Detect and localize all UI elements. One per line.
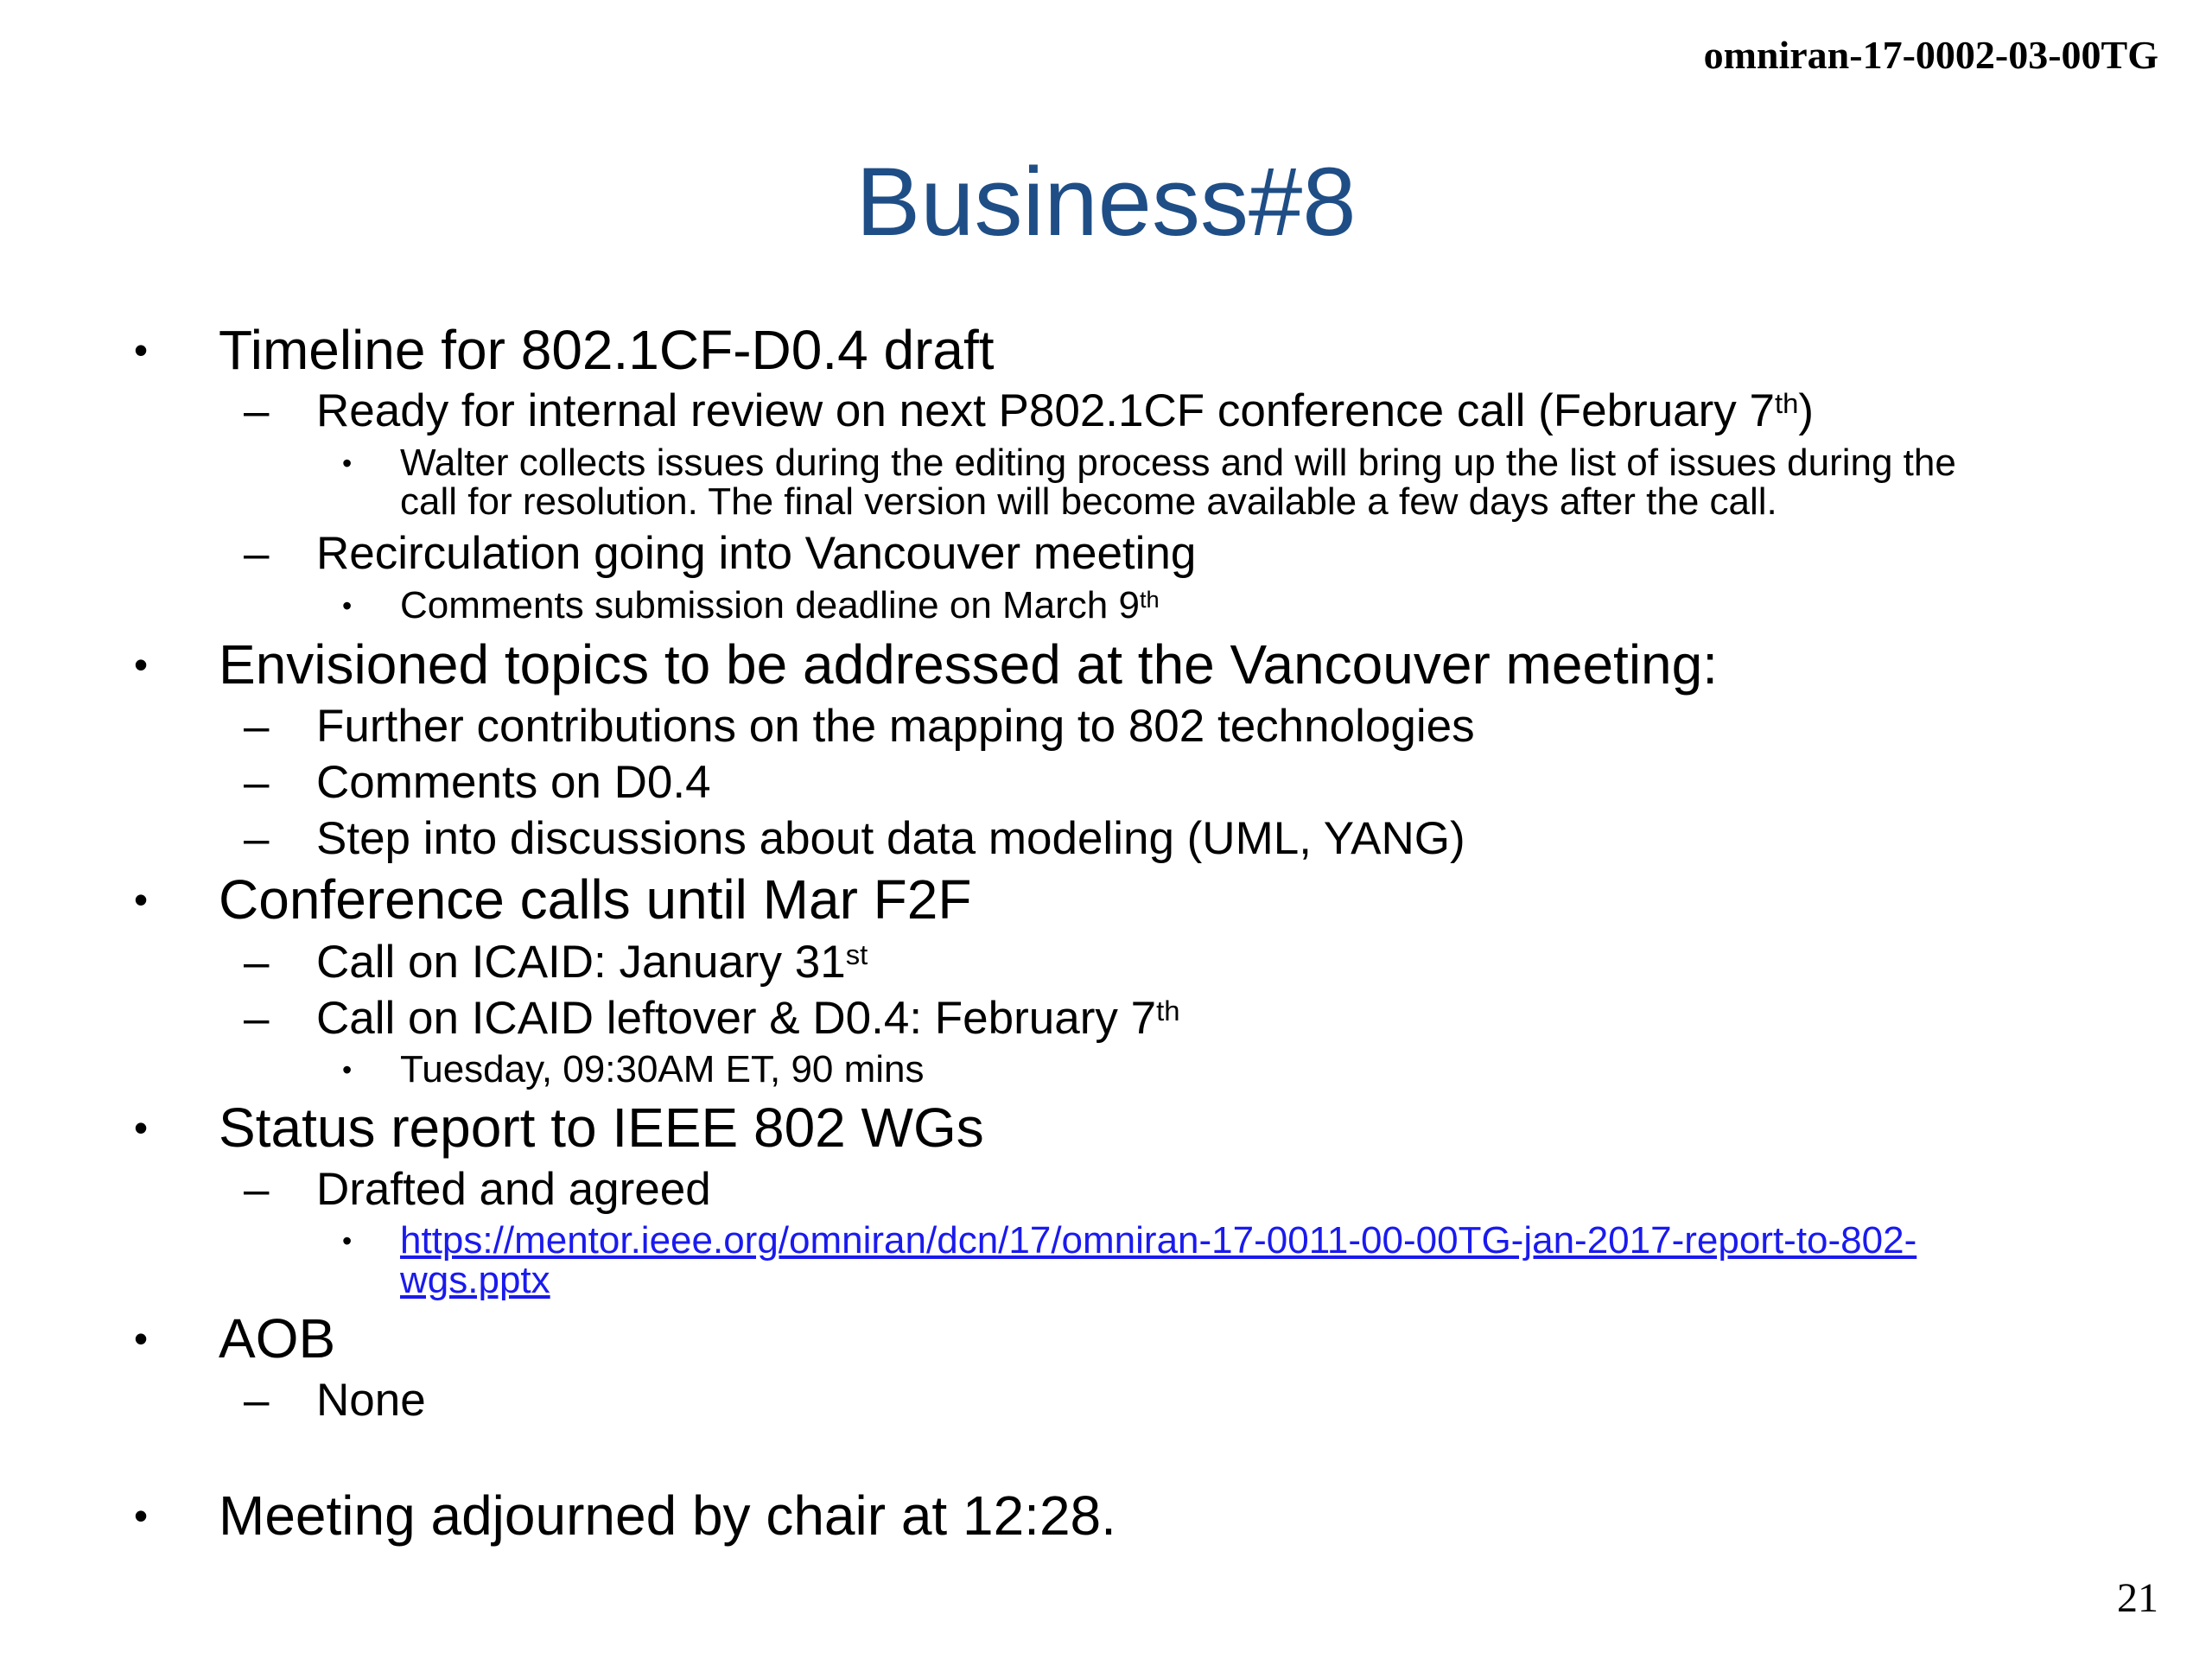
bullet-text: AOB <box>219 1307 336 1370</box>
sub-bullet-text: Further contributions on the mapping to 802 technologies <box>316 701 1475 752</box>
report-link-continuation[interactable]: wgs.pptx <box>400 1259 550 1301</box>
sub-bullet-text: Comments on D0.4 <box>316 757 711 808</box>
bullet-text: Meeting adjourned by chair at 12:28. <box>219 1484 1116 1547</box>
slide-title: Business#8 <box>855 148 1357 256</box>
dash-icon: – <box>244 813 270 864</box>
page-number: 21 <box>2117 1575 2158 1621</box>
bullet-icon: • <box>342 448 353 479</box>
bullet-icon: • <box>342 590 353 621</box>
sub-sub-bullet-text: Comments submission deadline on March 9th <box>400 584 1160 626</box>
dash-icon: – <box>244 701 270 752</box>
bullet-text: Conference calls until Mar F2F <box>219 868 972 931</box>
dash-icon: – <box>244 937 270 988</box>
bullet-icon: • <box>134 877 149 922</box>
sub-sub-bullet-text: Tuesday, 09:30AM ET, 90 mins <box>400 1048 925 1090</box>
dash-icon: – <box>244 1375 270 1426</box>
dash-icon: – <box>244 385 270 436</box>
bullet-text: Status report to IEEE 802 WGs <box>219 1096 984 1159</box>
sub-bullet-text: None <box>316 1375 426 1426</box>
sub-bullet-text: Ready for internal review on next P802.1CF conference call (February 7th) <box>316 385 1815 436</box>
bullet-icon: • <box>134 1105 149 1150</box>
sub-bullet-text: Call on ICAID: January 31st <box>316 937 868 988</box>
bullet-icon: • <box>134 1493 149 1538</box>
sub-bullet-text: Step into discussions about data modeling (UML, YANG) <box>316 813 1465 864</box>
sub-bullet-text: Recirculation going into Vancouver meeting <box>316 528 1197 579</box>
document-id: omniran-17-0002-03-00TG <box>1703 33 2158 77</box>
bullet-icon: • <box>134 1316 149 1361</box>
bullet-text: Envisioned topics to be addressed at the Vancouver meeting: <box>219 633 1718 696</box>
dash-icon: – <box>244 528 270 579</box>
bullet-icon: • <box>342 1225 353 1256</box>
sub-sub-bullet-text: call for resolution. The final version will become available a few days after the call. <box>400 480 1777 523</box>
bullet-icon: • <box>134 642 149 687</box>
dash-icon: – <box>244 1164 270 1215</box>
dash-icon: – <box>244 993 270 1044</box>
bullet-text: Timeline for 802.1CF-D0.4 draft <box>219 319 995 381</box>
bullet-icon: • <box>134 327 149 372</box>
sub-bullet-text: Call on ICAID leftover & D0.4: February 7th <box>316 993 1180 1044</box>
sub-bullet-text: Drafted and agreed <box>316 1164 711 1215</box>
sub-sub-bullet-text: Walter collects issues during the editing process and will bring up the list of issues during the <box>400 442 1956 484</box>
report-link[interactable]: https://mentor.ieee.org/omniran/dcn/17/omniran-17-0011-00-00TG-jan-2017-report-to-802- <box>400 1219 1917 1262</box>
dash-icon: – <box>244 757 270 808</box>
bullet-icon: • <box>342 1054 353 1085</box>
